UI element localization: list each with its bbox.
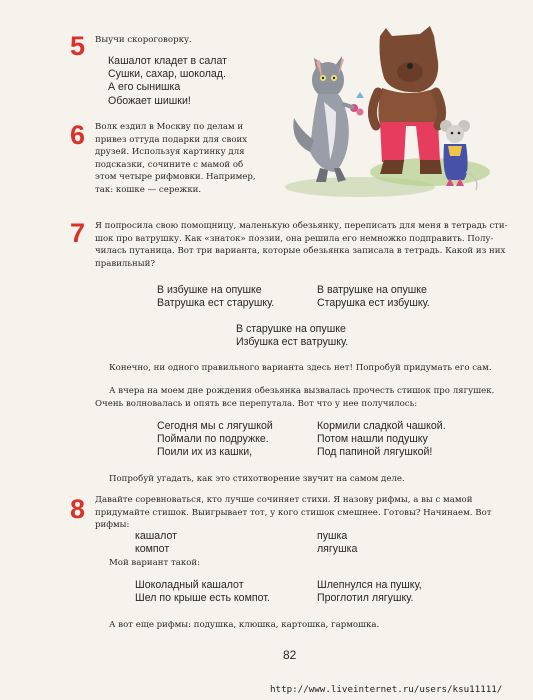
- poem-line: Шел по крыше есть компот.: [135, 592, 270, 605]
- variant-1: [157, 284, 274, 310]
- text-line: правильный?: [95, 258, 155, 269]
- text-line: шок про ватрушку. Как «знаток» поэзии, она решила его немножко подправить. Полу-: [95, 233, 494, 244]
- poem-line: Под папиной лягушкой!: [317, 446, 433, 459]
- frog-poem-left: [157, 420, 273, 460]
- exercise-5-number: 5: [70, 31, 86, 61]
- bear-figure: [372, 26, 442, 174]
- poem-line: Кашалот кладет в салат: [108, 55, 228, 67]
- exercise-7-number: 7: [70, 218, 86, 248]
- rhyme-word: пушка: [317, 530, 348, 542]
- poem-line: В старушке на опушке: [236, 323, 346, 335]
- rhyme-word: лягушка: [317, 543, 358, 556]
- text-line: чилась путаница. Вот три варианта, которые обезьянка записала в тетрадь. Какой из них: [95, 246, 506, 256]
- text-line: подсказки, сочините с мамой об: [95, 159, 244, 170]
- poem-line: Шлепнулся на пушку,: [317, 579, 422, 591]
- poem-line: Шоколадный кашалот: [135, 579, 244, 591]
- exercise-5-instruction: Выучи скороговорку.: [95, 35, 192, 45]
- cat-bear-mouse-illustration: [280, 22, 505, 200]
- text-line: Я попросила свою помощницу, маленькую обезьянку, переписать для меня в тетрадь сти-: [95, 221, 508, 231]
- text-line: придумайте стишок. Выигрывает тот, у кого стишок смешнее. Готовы? Начинаем. Вот: [95, 507, 492, 518]
- exercise-6-number: 6: [70, 120, 86, 150]
- rhymes-left: [135, 530, 177, 556]
- text-line: друзей. Используя картинку для: [95, 147, 245, 157]
- text-line: рифмы:: [95, 520, 130, 530]
- variant-poem-right: [317, 579, 422, 605]
- watermark-url: http://www.liveinternet.ru/users/ksu11111/: [270, 684, 503, 695]
- answer-note: Конечно, ни одного правильного варианта здесь нет! Попробуй придумать его сам.: [109, 363, 492, 373]
- poem-line: Поили их из кашки,: [157, 446, 253, 459]
- exercise-5-poem: [108, 55, 227, 108]
- text-line: А вчера на моем дне рождения обезьянка вызвалась прочесть стишок про лягушек.: [109, 386, 495, 396]
- poem-line: А его сынишка: [108, 81, 181, 94]
- poem-line: Проглотил лягушку.: [317, 592, 414, 605]
- poem-line: Ватрушка ест старушку.: [157, 297, 275, 310]
- more-rhymes: А вот еще рифмы: подушка, клюшка, картошка, гармошка.: [109, 620, 380, 630]
- text-line: так: кошке — сережки.: [95, 184, 202, 195]
- poem-line: Сушки, сахар, шоколад.: [108, 68, 226, 81]
- exercise-6-text: [95, 121, 263, 196]
- text-line: Очень волновалась и опять все перепутала. Вот что у нее получилось:: [95, 398, 418, 409]
- exercise-8-intro: [95, 494, 500, 532]
- exercise-7-intro: [95, 220, 508, 270]
- poem-line: Обожает шишки!: [108, 94, 191, 107]
- poem-line: Потом нашли подушку: [317, 433, 428, 446]
- poem-line: В ватрушке на опушке: [317, 284, 427, 296]
- rhyme-word: компот: [135, 543, 170, 556]
- variant-3: [236, 323, 348, 349]
- exercise-8-number: 8: [70, 494, 86, 524]
- rhymes-right: [317, 530, 357, 556]
- variant-poem-left: [135, 579, 270, 605]
- rhyme-word: кашалот: [135, 530, 177, 542]
- poem-line: Старушка ест избушку.: [317, 297, 430, 310]
- my-variant-label: Мой вариант такой:: [109, 558, 201, 568]
- page-number: 82: [283, 648, 297, 662]
- text-line: этом четыре рифмовки. Например,: [95, 172, 256, 182]
- poem-line: Кормили сладкой чашкой.: [317, 420, 446, 432]
- guess-text: Попробуй угадать, как это стихотворение звучит на самом деле.: [109, 474, 405, 484]
- exercise-7-story: [95, 385, 500, 410]
- text-line: Волк ездил в Москву по делам и: [95, 122, 244, 132]
- frog-poem-right: [317, 420, 446, 460]
- poem-line: Поймали по подружке.: [157, 433, 269, 446]
- cat-figure: [293, 56, 364, 182]
- poem-line: Избушка ест ватрушку.: [236, 336, 349, 349]
- variant-2: [317, 284, 430, 310]
- text-line: привез оттуда подарки для своих: [95, 134, 248, 145]
- text-line: Давайте соревноваться, кто лучше сочиняет стихи. Я назову рифмы, а вы с мамой: [95, 495, 473, 505]
- poem-line: В избушке на опушке: [157, 284, 262, 296]
- poem-line: Сегодня мы с лягушкой: [157, 420, 273, 432]
